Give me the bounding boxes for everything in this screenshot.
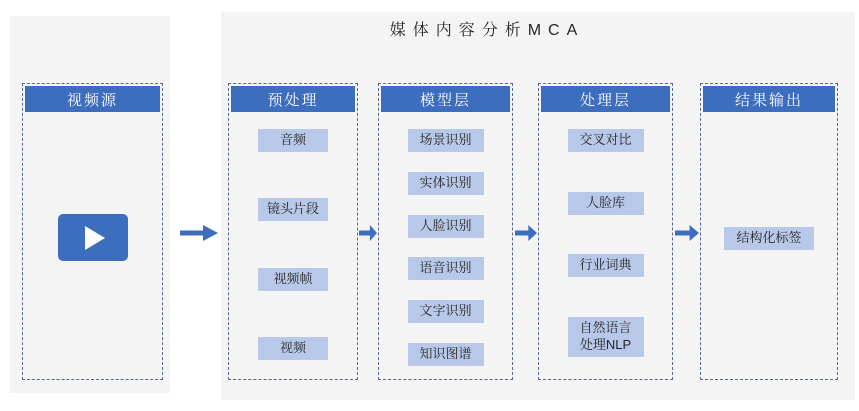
column-video-source — [22, 83, 163, 380]
column-header-result-output: 结果输出 — [703, 86, 835, 112]
column-processing-layer — [538, 83, 673, 380]
node-shot-segment: 镜头片段 — [258, 198, 328, 221]
node-face-recognition: 人脸识别 — [408, 215, 484, 238]
model-layer-list — [381, 129, 510, 366]
preprocessing-list — [231, 129, 355, 360]
node-cross-compare: 交叉对比 — [568, 129, 644, 152]
node-video: 视频 — [258, 337, 328, 360]
play-triangle-icon — [85, 226, 105, 250]
column-preprocessing — [228, 83, 358, 380]
flow-arrow-2 — [359, 224, 377, 242]
node-structured-tags: 结构化标签 — [724, 227, 814, 250]
node-text-recognition: 文字识别 — [408, 300, 484, 323]
node-industry-dictionary: 行业词典 — [568, 254, 644, 277]
node-nlp: 自然语言处理NLP — [568, 317, 644, 357]
node-face-database: 人脸库 — [568, 192, 644, 215]
node-scene-recognition: 场景识别 — [408, 129, 484, 152]
column-header-model-layer: 模型层 — [381, 86, 510, 112]
column-header-video-source: 视频源 — [25, 86, 160, 112]
node-speech-recognition: 语音识别 — [408, 257, 484, 280]
node-knowledge-graph: 知识图谱 — [408, 343, 484, 366]
node-entity-recognition: 实体识别 — [408, 172, 484, 195]
flow-arrow-3 — [515, 224, 537, 242]
diagram-title: 媒体内容分析MCA — [389, 22, 585, 39]
column-header-preprocessing: 预处理 — [231, 86, 355, 112]
node-audio: 音频 — [258, 129, 328, 152]
column-model-layer — [378, 83, 513, 380]
column-result-output — [700, 83, 838, 380]
node-video-frame: 视频帧 — [258, 268, 328, 291]
play-button[interactable] — [58, 214, 128, 261]
flow-arrow-1 — [180, 224, 218, 242]
flow-arrow-4 — [675, 224, 699, 242]
column-header-processing-layer: 处理层 — [541, 86, 670, 112]
processing-layer-list — [541, 129, 670, 357]
